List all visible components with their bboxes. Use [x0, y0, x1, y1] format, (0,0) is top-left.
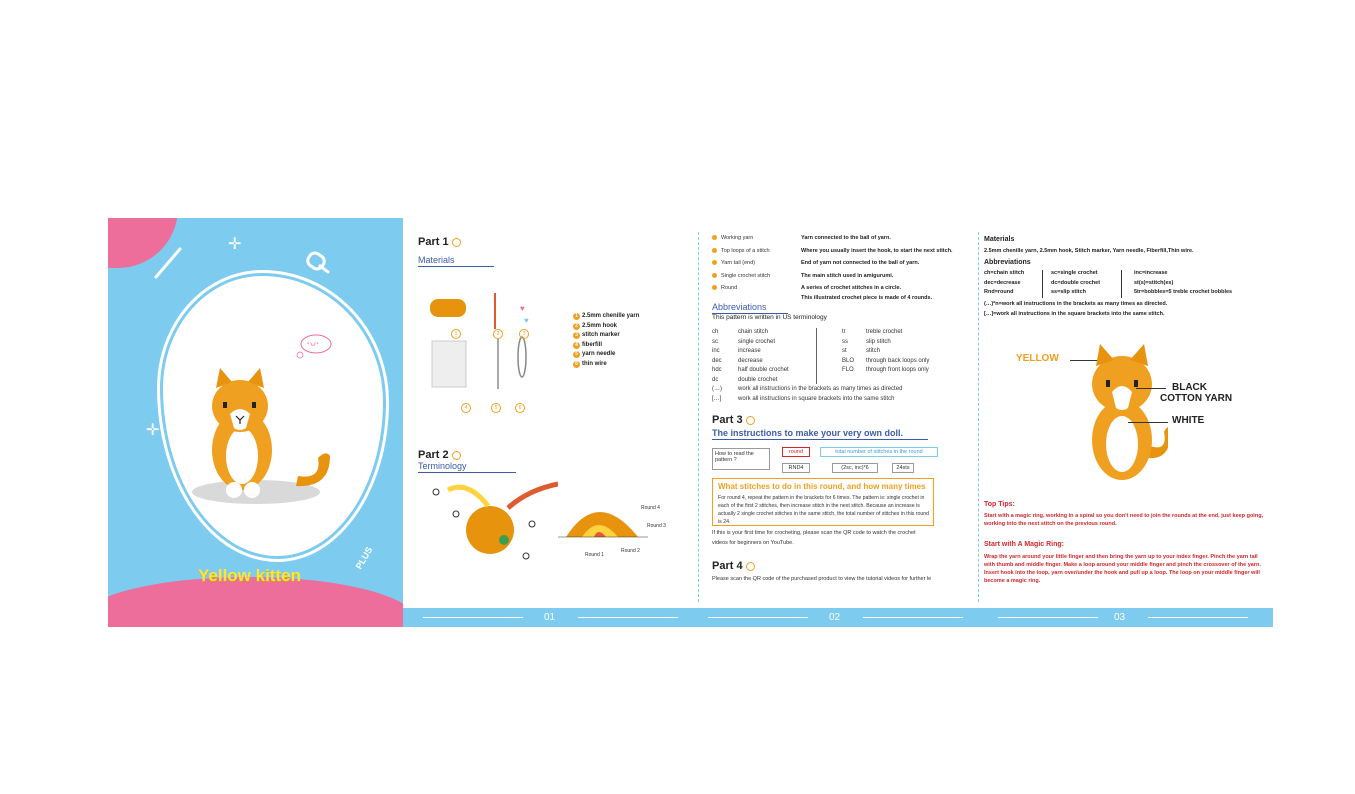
callout-3: 3 [519, 329, 529, 339]
sts-box: 24sts [892, 463, 914, 473]
abbr-row: dc double crochet [712, 376, 778, 383]
material-item: 3 stitch marker [573, 331, 639, 341]
sparkle-icon: ✛ [228, 236, 242, 253]
materials-text: 2.5mm chenille yarn, 2.5mm hook, Stitch marker, Yarn needle, Fiberfill,Thin wire. [984, 248, 1194, 254]
what-stitches-heading: What stitches to do in this round, and how many times [718, 482, 926, 491]
cover-panel [108, 218, 403, 627]
abbr-col-3 [1134, 269, 1232, 298]
abbr-divider [1042, 270, 1043, 298]
term-row: Single crochet stitch The main stitch used in amigurumi. [712, 272, 953, 285]
callout-1: 1 [451, 329, 461, 339]
rnd-box: RND4 [782, 463, 810, 473]
terminology-subheading: Terminology [418, 461, 516, 473]
round-label: Round 4 [641, 505, 660, 511]
footer-line [578, 617, 678, 618]
term-row: Top loops of a stitch Where you usually insert the hook, to start the next stitch. [712, 247, 953, 260]
abbr-divider [1121, 270, 1122, 298]
abbr-entry: sc=single crochet [1051, 270, 1098, 276]
page-number: 02 [829, 612, 841, 623]
abbreviations-subheading: Abbreviations [712, 302, 788, 314]
callout-6: 6 [515, 403, 525, 413]
abbr-row: ss slip stitch [842, 338, 891, 345]
abbr-entry: inc=increase [1134, 270, 1168, 276]
abbr-table-right [842, 328, 929, 376]
svg-text:♥: ♥ [524, 316, 529, 325]
round-label-box: round [782, 447, 810, 457]
total-stitches-label-box: total number of stitches in the round [820, 447, 938, 457]
leader-line [1128, 422, 1168, 423]
material-item: 5 yarn needle [573, 350, 639, 360]
white-label: WHITE [1172, 415, 1205, 426]
top-tips-text: Start with a magic ring, working in a spiral so you don't need to join the rounds at the end, just keep going, working into the next stitch on the previous round. [984, 513, 1264, 527]
yellow-kitten-image [190, 358, 340, 508]
top-tips-heading: Top Tips: [984, 501, 1015, 508]
abbr-row: (…) work all instructions in the brackets as many times as directed [712, 386, 903, 392]
abbr-line: (…)*n=work all instructions in the brackets as many times as directed. [984, 301, 1168, 307]
terms-list [712, 234, 953, 303]
materials-subheading: Materials [418, 255, 494, 267]
instructions-subheading: The instructions to make your very own doll. [712, 428, 928, 440]
abbr-entry: dec=decrease [984, 279, 1021, 286]
page-3 [978, 218, 1273, 608]
footer-line [1148, 617, 1248, 618]
round-label: Round 2 [621, 548, 640, 554]
footer-line [423, 617, 523, 618]
footer-line [998, 617, 1098, 618]
how-to-read-box: How to read the pattern ? [712, 448, 770, 470]
abbr-row: inc increase [712, 348, 761, 354]
yarn-ball-diagram [428, 480, 558, 570]
booklet-sheet [108, 218, 1273, 627]
page-number: 03 [1114, 612, 1126, 623]
abbreviations-heading: Abbreviations [984, 259, 1031, 266]
abbr-col-1 [984, 269, 1024, 298]
guide-page-label: GUIDE PAGE [533, 218, 583, 227]
round-label: Round 1 [585, 552, 604, 558]
page-number: 01 [544, 612, 556, 623]
materials-illustration [428, 293, 538, 413]
abbr-line: […]=work all instructions in the square brackets into the same stitch. [984, 311, 1165, 317]
cover-side-label: PLUS [353, 545, 375, 571]
round-label: Round 3 [647, 523, 666, 529]
kitten-photo [1078, 336, 1168, 496]
term-row: Yarn tail (end) End of yarn not connected to the ball of yarn. [712, 259, 953, 272]
abbr-row: dec decrease [712, 357, 763, 364]
materials-list [573, 312, 639, 369]
abbr-row: hdc half double crochet [712, 367, 789, 373]
callout-5: 5 [491, 403, 501, 413]
formula-box: (2sc, inc)*6 [832, 463, 878, 473]
part1-heading: Part 1 [418, 236, 461, 248]
abbr-entry: ss=slip stitch [1051, 289, 1087, 295]
first-time-note: If this is your first time for crocheting, please scan the QR code to watch the crochet videos for beginners on YouTube. [712, 530, 916, 546]
yellow-label: YELLOW [1016, 353, 1059, 364]
page-2 [698, 218, 978, 608]
abbr-row: BLO through back loops only [842, 357, 930, 364]
term-row: Round A series of crochet stitches in a circle. [712, 284, 953, 294]
term-row-continued: This illustrated crochet piece is made of 4 rounds. [801, 294, 933, 301]
abbr-entry: 5tr=bobbles=5 treble crochet bobbles [1134, 289, 1233, 295]
material-item: 2 2.5mm hook [573, 322, 639, 332]
part2-heading: Part 2 [418, 449, 461, 461]
abbr-row: st stitch [842, 348, 881, 354]
abbr-divider [816, 328, 817, 384]
part3-heading: Part 3 [712, 414, 755, 426]
materials-heading: Materials [984, 236, 1015, 243]
callout-4: 4 [461, 403, 471, 413]
abbr-row: FLO through front loops only [842, 367, 929, 373]
magic-ring-text: Wrap the yarn around your little finger and then bring the yarn up to your index finger. Pinch the yarn tail with thumb and middle finger. Make a loop around your middle finger and pinch the crossover of the yarn. Insert hook into the loop, yarn over/under the hook and pull up a loop. The loop on your middle finger will become a magic ring. [984, 554, 1261, 584]
footer-line [708, 617, 808, 618]
callout-2: 2 [493, 329, 503, 339]
abbr-col-2 [1051, 269, 1100, 298]
part4-heading: Part 4 [712, 560, 755, 572]
fold-line [978, 232, 979, 602]
footer-line [863, 617, 963, 618]
sparkle-icon: ✛ [146, 422, 160, 439]
material-item: 4 fiberfill [573, 341, 639, 351]
needle-icon [153, 246, 183, 280]
abbr-row: sc single crochet [712, 338, 776, 345]
round4-explanation: For round 4, repeat the pattern in the brackets for 6 times. The pattern is: single crochet in each of the first 2 stitches, then increase stitch in the next stitch. Because an increase is actually 2 single crochet stitches in the same stitch, the total number of stitches in this round is 24. [718, 495, 930, 525]
leader-line [1136, 388, 1166, 389]
page-1 [403, 218, 698, 608]
abbr-row: […] work all instructions in square brackets into the same stitch [712, 395, 895, 402]
qr-note: Please scan the QR code of the purchased product to view the tutorial videos for further le [712, 576, 932, 582]
abbr-entry: Rnd=round [984, 289, 1014, 295]
cotton-yarn-label: COTTON YARN [1160, 393, 1233, 404]
yarn-ball-icon [304, 250, 334, 276]
material-item: 6 thin wire [573, 360, 639, 370]
term-row: Working yarn Yarn connected to the ball of yarn. [712, 234, 953, 247]
svg-text:♥: ♥ [520, 304, 525, 313]
us-terminology-note: This pattern is written in US terminology [712, 314, 827, 321]
rounds-diagram [558, 493, 648, 553]
abbr-entry: ch=chain stitch [984, 270, 1025, 276]
black-label: BLACK [1172, 382, 1207, 393]
cover-title: Yellow kitten [198, 566, 301, 585]
svg-text:*'ω'*: *'ω'* [307, 342, 319, 348]
abbr-row: ch chain stitch [712, 329, 769, 335]
abbr-entry: st(s)=stitch(es) [1134, 279, 1174, 286]
magic-ring-heading: Start with A Magic Ring: [984, 541, 1064, 548]
abbr-row: tr treble crochet [842, 329, 903, 335]
fold-line [698, 232, 699, 602]
material-item: 1 2.5mm chenille yarn [573, 312, 639, 322]
abbr-entry: dc=double crochet [1051, 279, 1101, 286]
